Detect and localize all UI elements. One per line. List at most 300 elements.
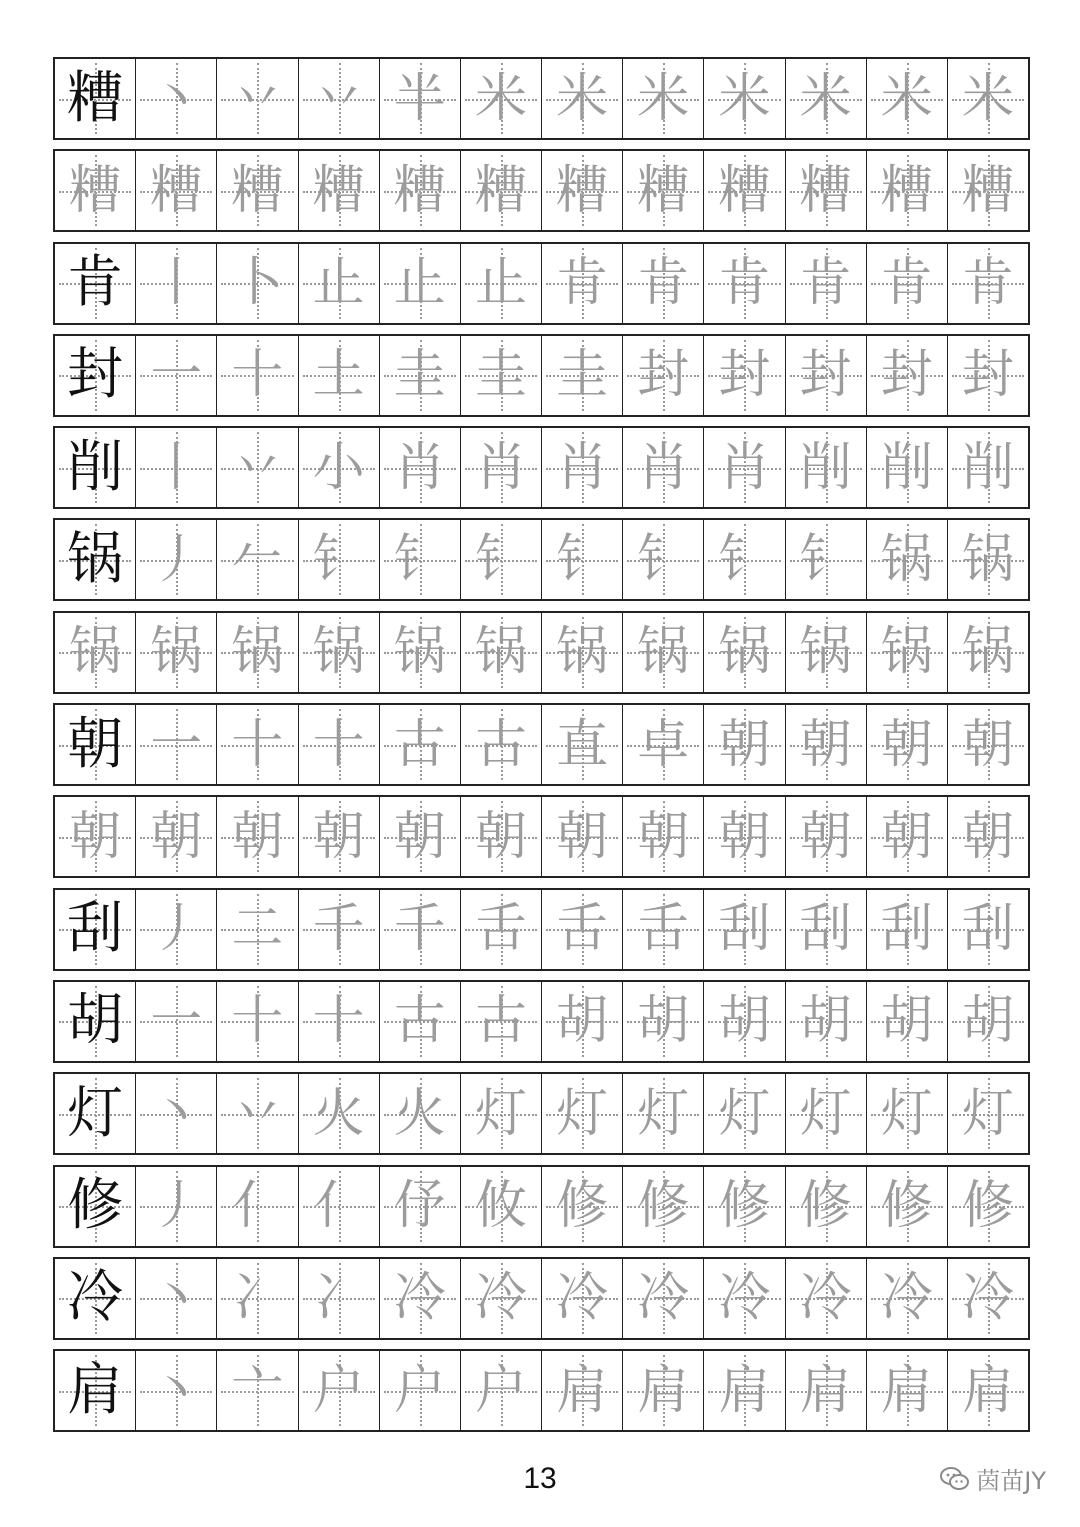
trace-character-cell xyxy=(541,151,622,230)
trace-character: 肩 xyxy=(799,1360,852,1421)
trace-character: 圭 xyxy=(474,345,527,406)
trace-character: 刮 xyxy=(718,899,771,960)
trace-character: 糟 xyxy=(150,160,203,221)
trace-character: 修 xyxy=(556,1176,609,1237)
trace-character-cell xyxy=(947,797,1028,876)
trace-character-cell xyxy=(622,1167,703,1246)
trace-character-cell xyxy=(622,244,703,323)
trace-character: 灯 xyxy=(474,1083,527,1144)
trace-character: 朝 xyxy=(150,806,203,867)
model-character: 修 xyxy=(67,1173,124,1239)
trace-character: 丶 xyxy=(150,1268,203,1329)
model-character: 封 xyxy=(67,342,124,408)
trace-character-cell xyxy=(703,797,784,876)
trace-character: 糟 xyxy=(880,160,933,221)
trace-character-cell xyxy=(541,244,622,323)
trace-character: 钅 xyxy=(718,529,771,590)
trace-character: 小 xyxy=(312,437,365,498)
trace-character: 糟 xyxy=(231,160,284,221)
trace-character-cell xyxy=(216,59,297,138)
trace-character: 灯 xyxy=(718,1083,771,1144)
trace-character: 锅 xyxy=(312,622,365,683)
trace-character: 𠂉 xyxy=(231,529,284,590)
trace-character-cell xyxy=(541,613,622,692)
trace-character-cell xyxy=(216,520,297,599)
trace-character: 户 xyxy=(393,1360,446,1421)
trace-character-cell xyxy=(785,151,866,230)
trace-character: 削 xyxy=(880,437,933,498)
trace-character-cell xyxy=(216,705,297,784)
trace-character-cell xyxy=(703,336,784,415)
trace-character: 冷 xyxy=(799,1268,852,1329)
wechat-icon xyxy=(940,1466,970,1492)
trace-character-cell xyxy=(298,982,379,1061)
trace-character-cell xyxy=(866,1167,947,1246)
practice-row xyxy=(53,1349,1030,1432)
trace-character-cell xyxy=(460,797,541,876)
trace-character-cell xyxy=(216,336,297,415)
trace-character-cell xyxy=(785,336,866,415)
trace-character: 修 xyxy=(961,1176,1014,1237)
trace-character: 土 xyxy=(312,345,365,406)
trace-character-cell xyxy=(541,797,622,876)
trace-character-cell xyxy=(703,520,784,599)
trace-character: 丷 xyxy=(231,68,284,129)
trace-character: 十 xyxy=(312,714,365,775)
trace-character: 糟 xyxy=(718,160,771,221)
trace-character: 肯 xyxy=(718,253,771,314)
trace-character-cell xyxy=(298,613,379,692)
trace-character: 止 xyxy=(474,253,527,314)
trace-character-cell xyxy=(379,520,460,599)
trace-character-cell xyxy=(947,428,1028,507)
trace-character-cell xyxy=(622,797,703,876)
trace-character-cell xyxy=(866,336,947,415)
model-character: 削 xyxy=(67,434,124,500)
practice-row xyxy=(53,980,1030,1063)
trace-character-cell xyxy=(541,428,622,507)
trace-character-cell xyxy=(622,151,703,230)
trace-character-cell xyxy=(379,982,460,1061)
trace-character: 封 xyxy=(961,345,1014,406)
trace-character: 修 xyxy=(799,1176,852,1237)
model-character-cell xyxy=(55,336,135,415)
trace-character: 舌 xyxy=(474,899,527,960)
trace-character: 削 xyxy=(799,437,852,498)
trace-character: 圭 xyxy=(556,345,609,406)
trace-character-cell xyxy=(703,613,784,692)
trace-character: 锅 xyxy=(961,622,1014,683)
trace-character: 灯 xyxy=(961,1083,1014,1144)
trace-character: 修 xyxy=(637,1176,690,1237)
trace-character-cell xyxy=(298,797,379,876)
trace-character-cell xyxy=(460,705,541,784)
model-character: 胡 xyxy=(67,988,124,1054)
trace-character-cell xyxy=(460,1074,541,1153)
trace-character-cell xyxy=(135,59,216,138)
trace-character: 朝 xyxy=(393,806,446,867)
trace-character: 锅 xyxy=(718,622,771,683)
trace-character: 米 xyxy=(880,68,933,129)
trace-character-cell xyxy=(622,59,703,138)
trace-character-cell xyxy=(541,59,622,138)
trace-character: 亻 xyxy=(231,1176,284,1237)
trace-character-cell xyxy=(216,244,297,323)
trace-character-cell xyxy=(785,1074,866,1153)
trace-character: 冷 xyxy=(880,1268,933,1329)
trace-character: 朝 xyxy=(718,806,771,867)
trace-character-cell xyxy=(947,890,1028,969)
trace-character: 米 xyxy=(637,68,690,129)
trace-character: 二 xyxy=(231,899,284,960)
model-character-cell xyxy=(55,1351,135,1430)
trace-character-cell xyxy=(866,59,947,138)
trace-character: 卓 xyxy=(637,714,690,775)
trace-character-cell xyxy=(379,336,460,415)
trace-character-cell xyxy=(298,1259,379,1338)
trace-character-cell xyxy=(298,428,379,507)
trace-character-cell xyxy=(460,1351,541,1430)
trace-character: 舌 xyxy=(637,899,690,960)
trace-character-cell xyxy=(379,1074,460,1153)
trace-character-cell xyxy=(298,151,379,230)
trace-character-cell xyxy=(703,1167,784,1246)
trace-character: 糟 xyxy=(69,160,122,221)
trace-character: 钅 xyxy=(393,529,446,590)
trace-character: 锅 xyxy=(637,622,690,683)
trace-character-cell xyxy=(785,1351,866,1430)
trace-character-cell xyxy=(785,613,866,692)
trace-character-cell xyxy=(947,613,1028,692)
trace-character: 米 xyxy=(961,68,1014,129)
trace-character-cell xyxy=(866,613,947,692)
trace-character: 千 xyxy=(312,899,365,960)
trace-character-cell xyxy=(216,797,297,876)
trace-character: 朝 xyxy=(556,806,609,867)
trace-character: 米 xyxy=(718,68,771,129)
trace-character: 丿 xyxy=(150,899,203,960)
trace-character-cell xyxy=(947,244,1028,323)
trace-character-cell xyxy=(460,613,541,692)
practice-row xyxy=(53,518,1030,601)
trace-character-cell xyxy=(216,982,297,1061)
trace-character-cell xyxy=(379,890,460,969)
model-character-cell xyxy=(55,59,135,138)
trace-character: 古 xyxy=(474,714,527,775)
trace-character-cell xyxy=(379,1351,460,1430)
trace-character: 米 xyxy=(474,68,527,129)
trace-character-cell xyxy=(298,1167,379,1246)
trace-character: 肯 xyxy=(637,253,690,314)
trace-character-cell xyxy=(785,244,866,323)
trace-character-cell xyxy=(460,890,541,969)
trace-character-cell xyxy=(785,890,866,969)
trace-character-cell xyxy=(298,1074,379,1153)
practice-row xyxy=(53,795,1030,878)
trace-character-cell xyxy=(947,982,1028,1061)
trace-character-cell xyxy=(379,797,460,876)
trace-character-cell xyxy=(135,1167,216,1246)
trace-character: 锅 xyxy=(150,622,203,683)
trace-character-cell xyxy=(460,428,541,507)
trace-character: 一 xyxy=(150,345,203,406)
trace-character: 锅 xyxy=(69,622,122,683)
trace-character-cell xyxy=(379,151,460,230)
trace-character: 止 xyxy=(312,253,365,314)
model-character-cell xyxy=(55,520,135,599)
watermark xyxy=(940,1461,1046,1496)
trace-character-cell xyxy=(379,428,460,507)
trace-character-cell xyxy=(785,428,866,507)
trace-character-cell xyxy=(298,890,379,969)
practice-row xyxy=(53,426,1030,509)
trace-character: 钅 xyxy=(637,529,690,590)
model-character-cell xyxy=(55,890,135,969)
trace-character: 糟 xyxy=(474,160,527,221)
trace-character-cell xyxy=(379,59,460,138)
trace-character: 锅 xyxy=(393,622,446,683)
trace-character-cell xyxy=(298,59,379,138)
trace-character: 肯 xyxy=(556,253,609,314)
trace-character: 钅 xyxy=(556,529,609,590)
practice-grid xyxy=(53,57,1030,1441)
trace-character-cell xyxy=(135,1074,216,1153)
trace-character: 灯 xyxy=(880,1083,933,1144)
trace-character-cell xyxy=(947,336,1028,415)
trace-character: 糟 xyxy=(799,160,852,221)
trace-character: 刮 xyxy=(880,899,933,960)
trace-character: 肯 xyxy=(880,253,933,314)
trace-character-cell xyxy=(622,520,703,599)
trace-character: 肩 xyxy=(556,1360,609,1421)
trace-character-cell xyxy=(622,705,703,784)
trace-character-cell xyxy=(460,59,541,138)
trace-character-cell xyxy=(216,1167,297,1246)
trace-character-cell xyxy=(703,428,784,507)
trace-character-cell xyxy=(703,890,784,969)
trace-character: 丨 xyxy=(150,253,203,314)
trace-character: 修 xyxy=(880,1176,933,1237)
trace-character: 十 xyxy=(231,991,284,1052)
trace-character: 糟 xyxy=(556,160,609,221)
model-character: 冷 xyxy=(67,1265,124,1331)
trace-character: 朝 xyxy=(961,806,1014,867)
trace-character: 千 xyxy=(393,899,446,960)
trace-character-cell xyxy=(541,1074,622,1153)
trace-character: 半 xyxy=(393,68,446,129)
trace-character: 灯 xyxy=(637,1083,690,1144)
trace-character-cell xyxy=(460,151,541,230)
model-character: 肩 xyxy=(67,1357,124,1423)
trace-character-cell xyxy=(541,1259,622,1338)
trace-character: 朝 xyxy=(880,714,933,775)
trace-character: 肖 xyxy=(556,437,609,498)
trace-character: 丨 xyxy=(150,437,203,498)
trace-character: 朝 xyxy=(718,714,771,775)
trace-character-cell xyxy=(379,1167,460,1246)
model-character-cell xyxy=(55,244,135,323)
trace-character-cell xyxy=(541,336,622,415)
trace-character: 肩 xyxy=(637,1360,690,1421)
trace-character-cell xyxy=(622,982,703,1061)
trace-character-cell xyxy=(703,705,784,784)
trace-character-cell xyxy=(135,336,216,415)
trace-character: 削 xyxy=(961,437,1014,498)
trace-character-cell xyxy=(216,890,297,969)
trace-character: 冷 xyxy=(556,1268,609,1329)
trace-character: 锅 xyxy=(961,529,1014,590)
trace-character: 冷 xyxy=(961,1268,1014,1329)
trace-character: 舌 xyxy=(556,899,609,960)
trace-character: 糟 xyxy=(312,160,365,221)
trace-character: 户 xyxy=(474,1360,527,1421)
trace-character: 丿 xyxy=(150,529,203,590)
trace-character-cell xyxy=(135,705,216,784)
trace-character-cell xyxy=(460,520,541,599)
trace-character: 古 xyxy=(474,991,527,1052)
model-character-cell xyxy=(55,1167,135,1246)
trace-character: 火 xyxy=(312,1083,365,1144)
trace-character: 肩 xyxy=(880,1360,933,1421)
trace-character-cell xyxy=(866,520,947,599)
trace-character-cell xyxy=(785,705,866,784)
trace-character: 十 xyxy=(312,991,365,1052)
trace-character-cell xyxy=(135,890,216,969)
trace-character-cell xyxy=(947,1259,1028,1338)
trace-character-cell xyxy=(622,1074,703,1153)
trace-character: 丷 xyxy=(231,437,284,498)
trace-character: 止 xyxy=(393,253,446,314)
trace-character-cell xyxy=(460,982,541,1061)
trace-character-cell xyxy=(866,1259,947,1338)
trace-character-cell xyxy=(541,1167,622,1246)
trace-character: 灯 xyxy=(799,1083,852,1144)
trace-character: 伃 xyxy=(393,1176,446,1237)
model-character-cell xyxy=(55,797,135,876)
trace-character-cell xyxy=(703,244,784,323)
trace-character: 丷 xyxy=(312,68,365,129)
trace-character: 修 xyxy=(718,1176,771,1237)
model-character-cell xyxy=(55,1074,135,1153)
model-character-cell xyxy=(55,982,135,1061)
trace-character: 朝 xyxy=(312,806,365,867)
trace-character-cell xyxy=(135,520,216,599)
trace-character-cell xyxy=(947,1074,1028,1153)
trace-character-cell xyxy=(947,520,1028,599)
trace-character: 肖 xyxy=(474,437,527,498)
model-character-cell xyxy=(55,428,135,507)
trace-character-cell xyxy=(622,1351,703,1430)
trace-character: 封 xyxy=(718,345,771,406)
trace-character-cell xyxy=(947,59,1028,138)
trace-character: 糟 xyxy=(637,160,690,221)
trace-character-cell xyxy=(298,336,379,415)
trace-character: 亠 xyxy=(231,1360,284,1421)
trace-character-cell xyxy=(785,1259,866,1338)
trace-character: 丿 xyxy=(150,1176,203,1237)
trace-character: 户 xyxy=(312,1360,365,1421)
trace-character-cell xyxy=(135,151,216,230)
trace-character: 胡 xyxy=(556,991,609,1052)
trace-character: 亻 xyxy=(312,1176,365,1237)
trace-character: 火 xyxy=(393,1083,446,1144)
trace-character: 古 xyxy=(393,714,446,775)
model-character-cell xyxy=(55,1259,135,1338)
trace-character: 朝 xyxy=(880,806,933,867)
trace-character-cell xyxy=(703,1074,784,1153)
trace-character: 攸 xyxy=(474,1176,527,1237)
model-character-cell xyxy=(55,151,135,230)
trace-character: 冷 xyxy=(718,1268,771,1329)
trace-character-cell xyxy=(703,982,784,1061)
trace-character-cell xyxy=(541,1351,622,1430)
practice-row xyxy=(53,334,1030,417)
practice-row xyxy=(53,703,1030,786)
trace-character: 锅 xyxy=(556,622,609,683)
trace-character-cell xyxy=(135,797,216,876)
trace-character-cell xyxy=(460,336,541,415)
trace-character: 糟 xyxy=(393,160,446,221)
practice-row xyxy=(53,1165,1030,1248)
trace-character-cell xyxy=(541,520,622,599)
trace-character-cell xyxy=(703,151,784,230)
trace-character-cell xyxy=(866,244,947,323)
trace-character: 钅 xyxy=(312,529,365,590)
trace-character-cell xyxy=(866,797,947,876)
trace-character-cell xyxy=(622,1259,703,1338)
trace-character: 封 xyxy=(799,345,852,406)
trace-character-cell xyxy=(866,151,947,230)
trace-character: 胡 xyxy=(961,991,1014,1052)
trace-character: 糟 xyxy=(961,160,1014,221)
trace-character: 肯 xyxy=(799,253,852,314)
trace-character: 朝 xyxy=(799,714,852,775)
trace-character-cell xyxy=(785,520,866,599)
trace-character-cell xyxy=(541,890,622,969)
trace-character: 丷 xyxy=(231,1083,284,1144)
trace-character: 一 xyxy=(150,991,203,1052)
trace-character-cell xyxy=(785,797,866,876)
trace-character-cell xyxy=(216,151,297,230)
practice-row xyxy=(53,888,1030,971)
trace-character: 卜 xyxy=(231,253,284,314)
trace-character: 胡 xyxy=(718,991,771,1052)
trace-character: 冫 xyxy=(231,1268,284,1329)
trace-character-cell xyxy=(947,705,1028,784)
trace-character-cell xyxy=(298,705,379,784)
model-character-cell xyxy=(55,705,135,784)
trace-character: 冷 xyxy=(637,1268,690,1329)
trace-character-cell xyxy=(785,1167,866,1246)
trace-character-cell xyxy=(866,1074,947,1153)
trace-character-cell xyxy=(298,520,379,599)
trace-character-cell xyxy=(947,1351,1028,1430)
trace-character-cell xyxy=(541,982,622,1061)
model-character: 糟 xyxy=(67,65,124,131)
trace-character: 米 xyxy=(799,68,852,129)
model-character: 肯 xyxy=(67,250,124,316)
trace-character-cell xyxy=(135,613,216,692)
watermark-text: 茵苗JY xyxy=(976,1467,1046,1495)
trace-character: 朝 xyxy=(799,806,852,867)
trace-character-cell xyxy=(866,705,947,784)
model-character: 刮 xyxy=(67,896,124,962)
trace-character: 一 xyxy=(150,714,203,775)
trace-character: 锅 xyxy=(799,622,852,683)
trace-character: 十 xyxy=(231,345,284,406)
trace-character: 胡 xyxy=(637,991,690,1052)
trace-character: 锅 xyxy=(880,529,933,590)
